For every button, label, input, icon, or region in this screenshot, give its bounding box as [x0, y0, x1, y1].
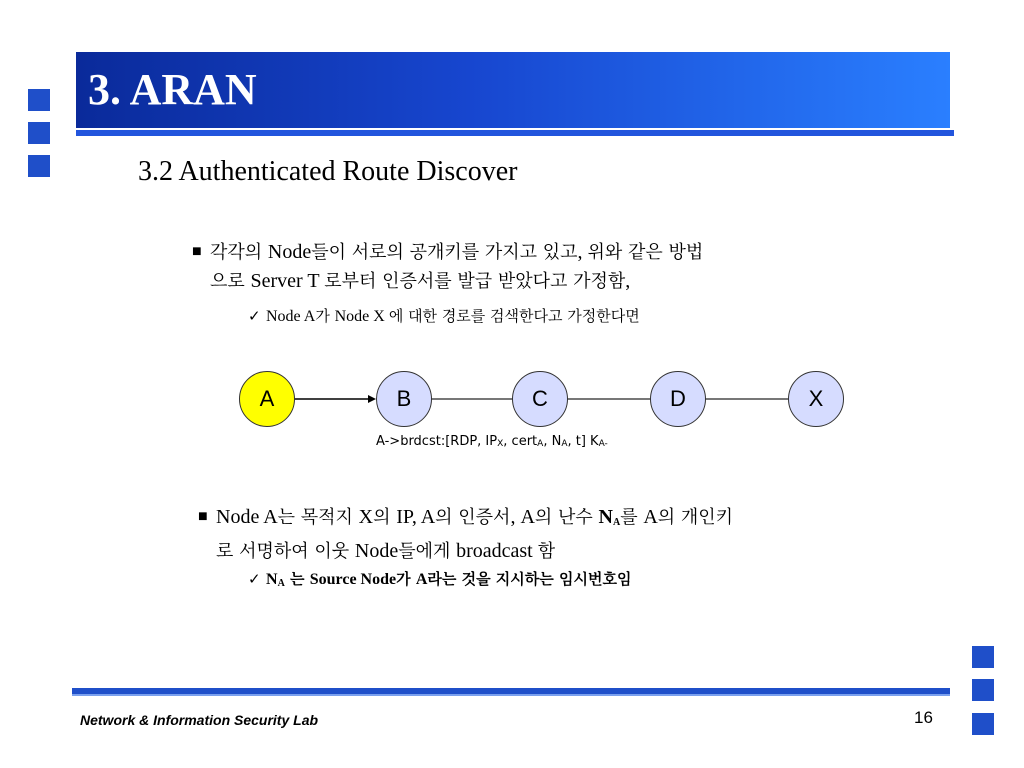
bullet-1-line-2 [210, 267, 930, 296]
decor-square-right-3 [972, 713, 994, 735]
bullet-2-text: 의 [373, 507, 397, 528]
check-1-text: Node A [266, 308, 316, 325]
bullet-2-text: 를 [620, 507, 644, 528]
message-subscript: A- [598, 439, 608, 449]
bullet-1-line-1 [210, 238, 930, 267]
bullet-2-text: 의 개인키 [657, 507, 734, 528]
bullet-1-text: 들이 서로의 공개키를 가지고 있고 [311, 242, 578, 263]
bullet-2-text: 의 인증서 [435, 507, 511, 528]
page-title: 3. ARAN [88, 65, 257, 114]
bullet-2-text: 함 [537, 541, 556, 562]
message-subscript: A [537, 439, 544, 449]
bullet-1-text: Node [267, 241, 312, 263]
bullet-1 [192, 238, 930, 296]
message-subscript: X [497, 439, 504, 449]
check-icon: ✓ [248, 570, 261, 588]
bullet-2-text: , A [510, 506, 535, 528]
message-text: , t] K [567, 434, 599, 449]
bullet-1-text: 로부터 인증서를 발급 받았다고 가정함 [324, 271, 626, 292]
node-d [650, 371, 706, 427]
bullet-1-text: , [625, 270, 631, 292]
check-2-text: N [266, 571, 278, 588]
bullet-1-text: 각각의 [210, 242, 268, 263]
message-text: , cert [503, 434, 538, 449]
link-c-d [567, 398, 651, 400]
bullet-2-text: 는 목적지 [277, 507, 359, 528]
check-2-text: Source Node [309, 571, 397, 588]
bullet-2 [198, 503, 936, 566]
bullet-1-text: 위와 같은 방법 [587, 242, 704, 263]
decor-square-right-1 [972, 646, 994, 668]
decor-square-left-1 [28, 89, 50, 111]
bullet-1-marker: ■ [192, 243, 202, 260]
decor-square-left-2 [28, 122, 50, 144]
bullet-2-text: X [358, 506, 374, 528]
check-item-1 [248, 305, 640, 328]
check-2-text: 라는 것을 지시하는 임시번호임 [427, 570, 632, 588]
check-icon: ✓ [248, 307, 261, 325]
check-1-text: Node X [334, 308, 389, 325]
bullet-2-text: 들에게 [398, 541, 457, 562]
check-2-text: 가 [396, 570, 416, 588]
decor-square-right-2 [972, 679, 994, 701]
bullet-2-line-2 [216, 537, 936, 566]
footer-lab-name: Network & Information Security Lab [80, 712, 319, 728]
broadcast-message [376, 434, 608, 449]
section-subtitle: 3.2 Authenticated Route Discover [138, 156, 518, 187]
node-c [512, 371, 568, 427]
page-number: 16 [914, 708, 933, 727]
check-2-text: 는 [284, 570, 310, 588]
message-subscript: A [561, 439, 568, 449]
bullet-2-text: N [598, 506, 613, 528]
node-c-label: C [532, 386, 548, 411]
title-underline [76, 130, 954, 136]
bullet-2-text: A [643, 506, 658, 528]
bullet-2-text: 로 서명하여 이웃 [216, 541, 355, 562]
check-item-2 [248, 568, 632, 595]
link-b-c [431, 398, 513, 400]
node-a-label: A [259, 386, 275, 411]
bullet-2-text: 의 난수 [534, 507, 599, 528]
bullet-1-text: , [577, 241, 588, 263]
bullet-2-marker: ■ [198, 508, 208, 525]
message-text: , N [543, 434, 562, 449]
decor-square-left-3 [28, 155, 50, 177]
check-1-text: 에 대한 경로를 검색한다고 가정한다면 [388, 307, 640, 325]
node-b [376, 371, 432, 427]
link-d-x [705, 398, 789, 400]
bullet-2-text: Node [354, 540, 399, 562]
bullet-2-text: Node A [216, 506, 278, 528]
bullet-1-text: 으로 [210, 271, 251, 292]
node-b-label: B [396, 386, 412, 411]
bullet-1-text: Server T [250, 270, 325, 292]
arrow-a-to-b [294, 394, 376, 404]
message-text: A->brdcst:[RDP, IP [376, 434, 498, 449]
bullet-2-line-1 [216, 503, 936, 537]
node-a [239, 371, 295, 427]
check-2-text: A [415, 571, 428, 588]
bullet-2-text: broadcast [456, 540, 538, 562]
node-x-label: X [808, 386, 824, 411]
node-d-label: D [670, 386, 686, 411]
footer-line-shadow [72, 694, 950, 696]
bullet-2-subscript: A [612, 517, 621, 528]
check-2-subscript: A [277, 578, 285, 589]
check-1-text: 가 [315, 307, 335, 325]
node-x [788, 371, 844, 427]
title-bar [76, 52, 950, 128]
bullet-2-text: IP, A [396, 506, 436, 528]
